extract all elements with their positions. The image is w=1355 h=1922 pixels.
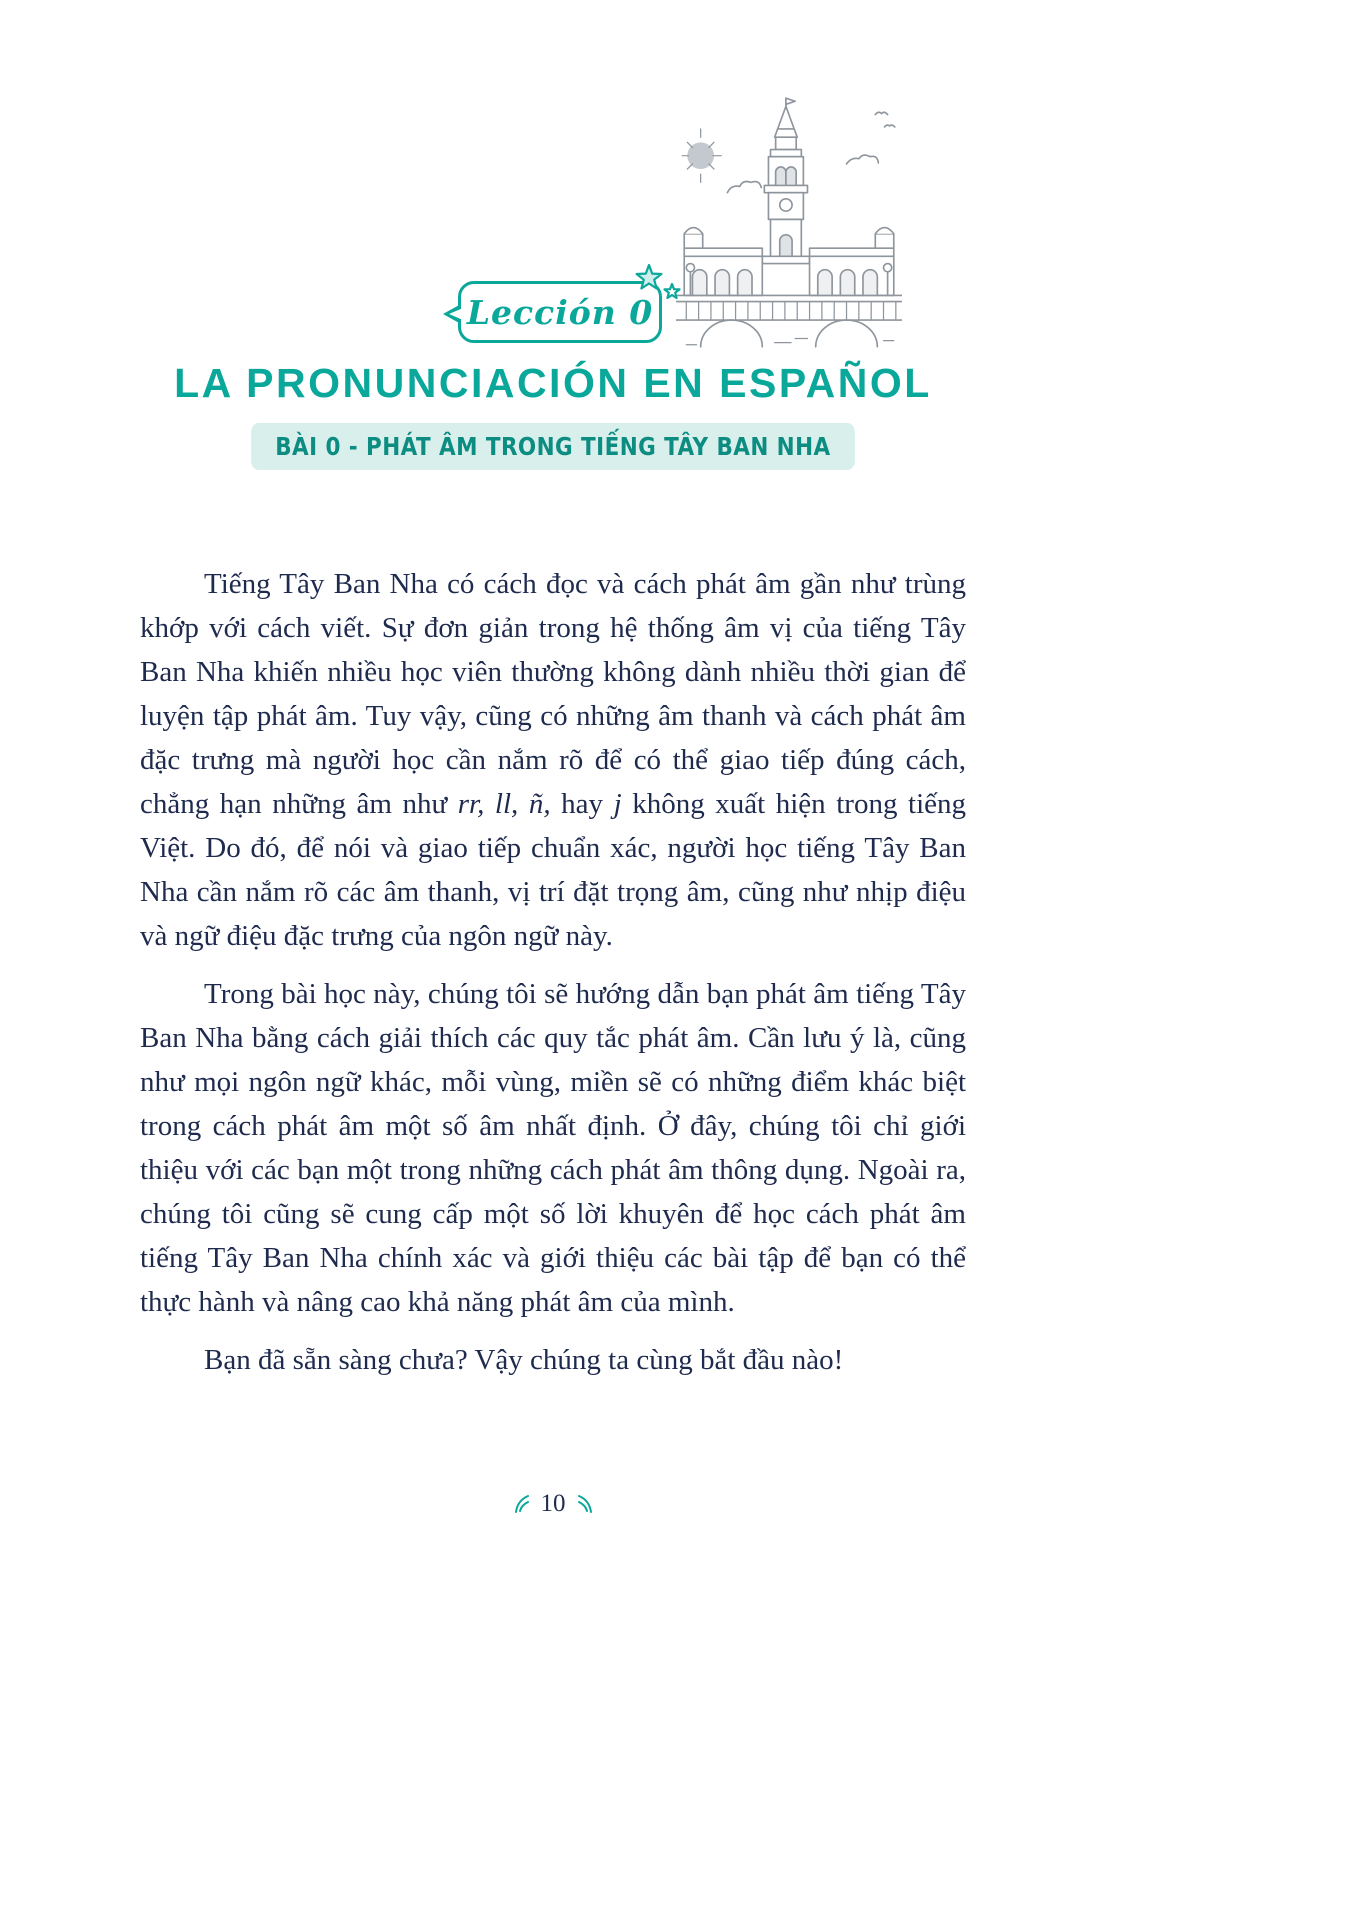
bird-icon	[875, 112, 887, 114]
star-icon	[637, 265, 662, 289]
page-footer	[140, 1490, 966, 1518]
subtitle-row	[140, 423, 966, 470]
leaf-flourish-icon	[513, 1494, 531, 1514]
paragraph-1-run: Tiếng Tây Ban Nha có cách đọc và cách phát âm gần như trùng khớp với cách viết. Sự đơn giản trong hệ thống âm vị của tiếng Tây Ban Nha khiến nhiều học viên thường không dành nhiều thời gian để luyện tập phát âm. Tuy vậy, cũng có những âm thanh và cách phát âm đặc trưng mà người học cần nắm rõ để có thể giao tiếp đúng cách, chẳng hạn những âm như	[140, 568, 966, 820]
paragraph-1	[140, 562, 966, 958]
leaf-flourish-icon	[576, 1494, 594, 1514]
subtitle-badge: BÀI 0 - PHÁT ÂM TRONG TIẾNG TÂY BAN NHA	[251, 423, 855, 470]
lamp-icon	[884, 264, 892, 272]
lesson-label: Lección 0	[466, 292, 654, 332]
paragraph-1-run: không xuất hiện trong tiếng Việt. Do đó, để nói và giao tiếp chuẩn xác, người học tiếng Tây Ban Nha cần nắm rõ các âm thanh, vị trí đặt trọng âm, cũng như nhịp điệu và ngữ điệu đặc trưng của ngôn ngữ này.	[140, 788, 966, 952]
paragraph-1-run: hay	[550, 788, 614, 820]
page-title: LA PRONUNCIACIÓN EN ESPAÑOL	[174, 360, 932, 406]
paragraph-2: Trong bài học này, chúng tôi sẽ hướng dẫn bạn phát âm tiếng Tây Ban Nha bằng cách giải thích các quy tắc phát âm. Cần lưu ý là, cũng như mọi ngôn ngữ khác, mỗi vùng, miền sẽ có những điểm khác biệt trong cách phát âm một số âm nhất định. Ở đây, chúng tôi chỉ giới thiệu với các bạn một trong những cách phát âm thông dụng. Ngoài ra, chúng tôi cũng sẽ cung cấp một số lời khuyên để học cách phát âm tiếng Tây Ban Nha chính xác và giới thiệu các bài tập để bạn có thể thực hành và nâng cao khả năng phát âm của mình.	[140, 978, 966, 1318]
star-icons	[619, 258, 689, 319]
bird-icon	[885, 125, 895, 127]
paragraph-1-italic-run: j	[613, 788, 622, 820]
plaza-espana-sketch-icon	[676, 92, 902, 349]
lesson-bubble	[458, 281, 662, 343]
paragraph-1-italic-run: rr, ll, ñ,	[457, 788, 551, 820]
paragraph-3: Bạn đã sẵn sàng chưa? Vậy chúng ta cùng bắt đầu nào!	[204, 1344, 844, 1376]
page-number: 10	[540, 1490, 566, 1517]
star-icon	[665, 284, 680, 298]
plaza-espana-illustration	[676, 92, 902, 349]
body-text	[140, 562, 966, 1396]
